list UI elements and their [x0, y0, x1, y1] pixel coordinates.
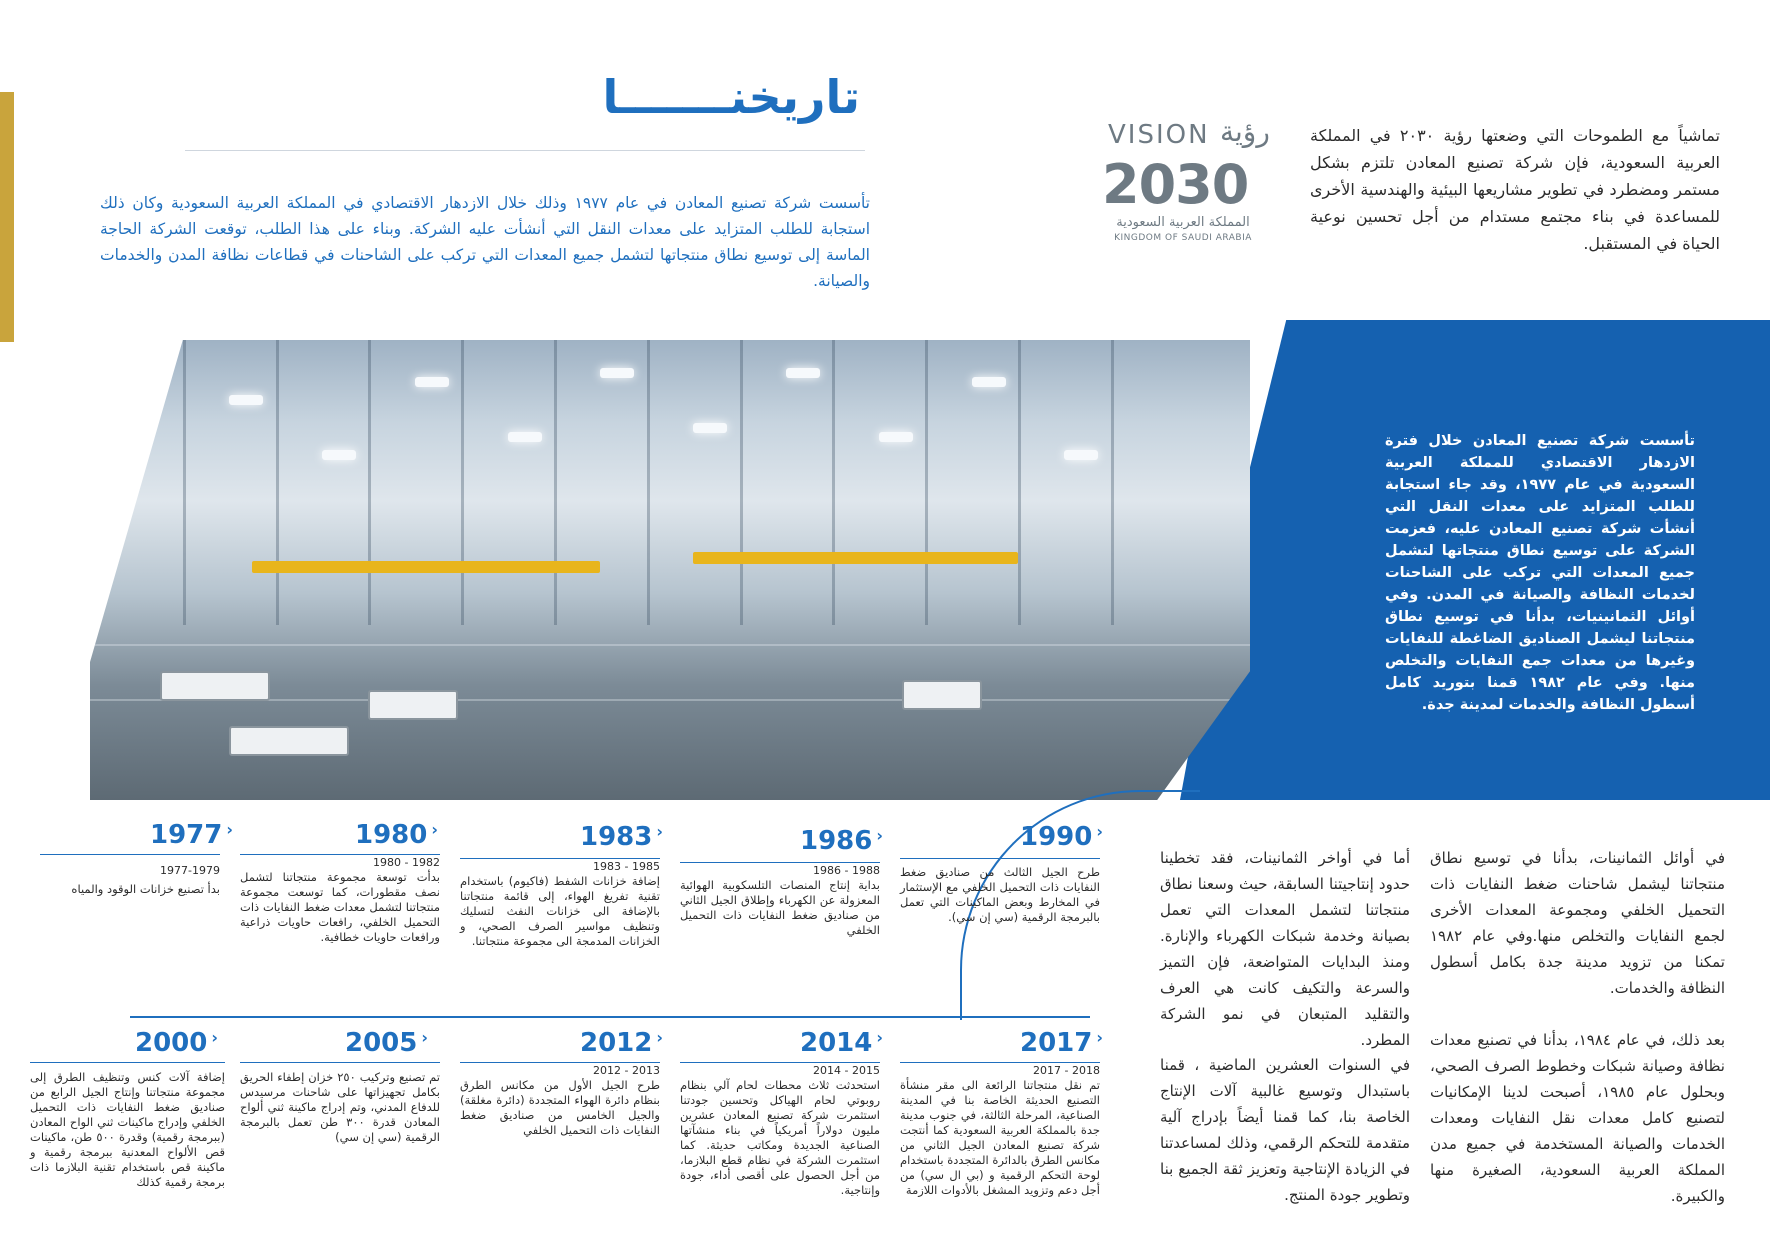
- vision-arabic-word: رؤية: [1220, 115, 1270, 148]
- year-range-2017: 2017 - 2018: [1033, 1064, 1100, 1077]
- timeline-text-2005: تم تصنيع وتركيب ٢٥٠ خزان إطفاء الحريق بكامل تجهيزاتها على شاحنات مرسيدس للدفاع المدني، وتم إدراج ماكينة ثني ألواح المعادن قدرة ٣٠٠ طن تعمل بالبرمجة الرقمية (سي إن سي): [240, 1070, 440, 1144]
- timeline-text-2000: إضافة آلات كنس وتنظيف الطرق إلى مجموعة منتجاتنا وإنتاج الجيل الرابع من صناديق ضغط النفايات ذات التحميل الخلفي وإدراج ماكينات ثني الواح المعادن (ببرمجة رقمية) وقدرة ٥٠٠ طن، ماكينات قص الألواح المعدنية ببرمجة رقمية و ماكينة قص باستخدام تقنية البلازما ذات برمجة رقمية كذلك: [30, 1070, 225, 1189]
- year-rule: [40, 854, 220, 855]
- year-rule: [900, 1062, 1100, 1063]
- year-2012: 2012 ›: [580, 1028, 663, 1058]
- year-rule: [240, 854, 440, 855]
- timeline-text-1990: طرح الجيل الثالث من صناديق ضغط النفايات ذات التحميل الخلفي مع الإستثمار في المخارط وبعض الماكينات التي تعمل بالبرمجة الرقمية (سي إن سي).: [900, 865, 1100, 924]
- title-divider: [185, 150, 865, 151]
- chevron-right-icon: ›: [1096, 822, 1103, 841]
- history-column-left-a: أما في أواخر الثمانينات، فقد تخطينا حدود إنتاجيتنا السابقة، حيث وسعنا نطاق منتجاتنا لتشمل المعدات التي تعمل بصيانة وخدمة شبكات الكهرباء والإنارة. ومنذ البدايات المتواضعة، فإن التميز والسرعة والتكيف كانت هي العرف والتقليد المتبعان في نمو الشركة المطرد.: [1160, 849, 1410, 1049]
- chevron-right-icon: ›: [656, 1028, 663, 1047]
- year-range-1977: 1977-1979: [160, 864, 220, 877]
- year-1980: 1980 ›: [355, 820, 438, 850]
- page-title: تاريخنـــــــا: [602, 70, 860, 124]
- chevron-right-icon: ›: [656, 822, 663, 841]
- year-range-1983: 1983 - 1985: [593, 860, 660, 873]
- year-1990: 1990 ›: [1020, 822, 1103, 852]
- chevron-right-icon: ›: [421, 1028, 428, 1047]
- vision-arabic-subtitle: المملكة العربية السعودية: [1116, 215, 1250, 230]
- year-1986: 1986 ›: [800, 826, 883, 856]
- vision-english-subtitle: KINGDOM OF SAUDI ARABIA: [1114, 233, 1252, 243]
- blue-panel-text: تأسست شركة تصنيع المعادن خلال فترة الازدهار الاقتصادي للمملكة العربية السعودية في عام ١٩٧٧، وقد جاء استجابة للطلب المتزايد على معدات النقل التي أنشأت شركة تصنيع المعادن عليه، فعزمت الشركة على توسيع نطاق منتجاتها لتشمل جميع المعدات التي تركب على الشاحنات لخدمات النظافة والصيانة في المدن. وفي أوائل الثمانينيات، بدأنا في توسيع نطاق منتجاتنا ليشمل الصناديق الضاغطة للنفايات وغيرها من معدات جمع النفايات والتخلص منها. وفي عام ١٩٨٢ قمنا بتوريد كامل أسطول النظافة والخدمات لمدينة جدة.: [1385, 433, 1695, 713]
- year-1983: 1983 ›: [580, 822, 663, 852]
- intro-paragraph: تأسست شركة تصنيع المعادن في عام ١٩٧٧ وذلك خلال الازدهار الاقتصادي في المملكة العربية السعودية وكان ذلك استجابة للطلب المتزايد على معدات النقل التي أنشأت عليه الشركة. وبناء على هذا الطلب، توقعت الشركة الحاجة الماسة إلى توسيع نطاق منتجاتها لتشمل جميع المعدات التي تركب على الشاحنات في قطاعات نظافة المدن والخدمات والصيانة.: [100, 194, 870, 290]
- timeline-text-2012: طرح الجيل الأول من مكانس الطرق بنظام دائرة الهواء المتجددة (دائرة مغلقة) والجيل الخامس من صناديق ضغط النفايات ذات التحميل الخلفي: [460, 1078, 660, 1137]
- timeline-text-1980: بدأت توسعة مجموعة منتجاتنا لتشمل نصف مقطورات، كما توسعت مجموعة منتجاتنا لتشمل معدات ضغط النفايات ذات التحميل الخلفي، رافعات حاويات ذراعية ورافعات حاويات خطافية.: [240, 870, 440, 944]
- vision-word: VISION: [1108, 120, 1210, 150]
- history-column-right: في أوائل الثمانينات، بدأنا في توسيع نطاق منتجاتنا ليشمل شاحنات ضغط النفايات ذات التحميل الخلفي ومجموعة المعدات الأخرى لجمع النفايات والتخلص منها.وفي عام ١٩٨٢ تمكنا من تزويد مدينة جدة بكامل أسطول النظافة والخدمات. بعد ذلك، في عام ١٩٨٤، بدأنا في تصنيع معدات نظافة وصيانة شبكات وخطوط الصرف الصحي، وبحلول عام ١٩٨٥، أصبحت لدينا الإمكانيات لتصنيع كامل معدات نقل النفايات ومعدات الخدمات والصيانة المستخدمة في جميع مدن المملكة العربية السعودية، الصغيرة منها والكبيرة.: [1430, 849, 1725, 1205]
- chevron-right-icon: ›: [226, 820, 233, 839]
- year-range-1980: 1980 - 1982: [373, 856, 440, 869]
- timeline-text-2014: استحدثت ثلاث محطات لحام آلي بنظام روبوتي لحام الهياكل وتحسين جودتنا استثمرت شركة تصنيع المعادن عشرين مليون دولاراً أمريكياً في بناء منشآتها الصناعية الجديدة ومكاتب حديثة. كما استثمرت الشركة في نظام قطع البلازما، من أجل الحصول على أقصى أداء، جودة وإنتاجية.: [680, 1078, 880, 1197]
- year-rule: [680, 862, 880, 863]
- year-rule: [460, 858, 660, 859]
- history-column-left-b: في السنوات العشرين الماضية ، قمنا باستبدال وتوسيع غالبية آلات الإنتاج الخاصة بنا، كما قمنا أيضاً بإدراج آلية متقدمة للتحكم الرقمي، وذلك لمساعدتنا في الزيادة الإنتاجية وتعزيز ثقة الجميع بنا وتطوير جودة المنتج.: [1160, 1056, 1410, 1204]
- chevron-right-icon: ›: [876, 1028, 883, 1047]
- vision-number: 2030: [1102, 153, 1249, 216]
- timeline-text-2017: تم نقل منتجاتنا الرائعة الى مقر منشأة التصنيع الحديثة الخاصة بنا في المدينة الصناعية، المرحلة الثالثة، في جنوب مدينة جدة بالمملكة العربية السعودية كما أنتجت شركة تصنيع المعادن الجيل الثاني من مكانس الطرق بالدائرة المتجددة باستخدام لوحة التحكم الرقمية و (بي ال سي) من أجل دعم وتزويد المشغل بالأدوات اللازمة: [900, 1078, 1100, 1197]
- chevron-right-icon: ›: [1096, 1028, 1103, 1047]
- year-2014: 2014 ›: [800, 1028, 883, 1058]
- year-rule: [240, 1062, 440, 1063]
- vision-paragraph: تماشياً مع الطموحات التي وضعتها رؤية ٢٠٣٠ في المملكة العربية السعودية، فإن شركة تصنيع المعادن تلتزم بشكل مستمر ومضطرد في تطوير مشاريعها البيئية والهندسية الأخرى للمساعدة في بناء مجتمع مستدام من أجل تحسين نوعية الحياة في المستقبل.: [1310, 126, 1721, 253]
- timeline-text-1986: بداية إنتاج المنصات التلسكوبية الهوائية المعزولة عن الكهرباء وإطلاق الجيل الثاني من صناديق ضغط النفايات ذات التحميل الخلفي: [680, 878, 880, 937]
- year-2005: 2005 ›: [345, 1028, 428, 1058]
- year-rule: [900, 858, 1100, 859]
- timeline-divider: [130, 1016, 1090, 1018]
- year-rule: [680, 1062, 880, 1063]
- year-2000: 2000 ›: [135, 1028, 218, 1058]
- chevron-right-icon: ›: [876, 826, 883, 845]
- year-range-2014: 2014 - 2015: [813, 1064, 880, 1077]
- chevron-right-icon: ›: [431, 820, 438, 839]
- gold-accent-bar: [0, 92, 14, 342]
- timeline-text-1977: بدأ تصنيع خزانات الوقود والمياه: [71, 882, 220, 896]
- timeline-text-1983: إضافة خزانات الشفط (فاكيوم) باستخدام تقنية تفريغ الهواء، إلى قائمة منتجاتنا بالإضافة الى خزانات النفث لتسليك وتنظيف مواسير الصرف الصحي، و الخزانات المدمجة الى مجموعة منتجاتنا.: [460, 874, 660, 948]
- vision-2030-logo: [1090, 115, 1280, 245]
- factory-panorama-image: [90, 340, 1250, 800]
- year-rule: [460, 1062, 660, 1063]
- chevron-right-icon: ›: [211, 1028, 218, 1047]
- year-range-2012: 2012 - 2013: [593, 1064, 660, 1077]
- year-rule: [30, 1062, 225, 1063]
- year-range-1986: 1986 - 1988: [813, 864, 880, 877]
- year-2017: 2017 ›: [1020, 1028, 1103, 1058]
- year-1977: 1977 ›: [150, 820, 233, 850]
